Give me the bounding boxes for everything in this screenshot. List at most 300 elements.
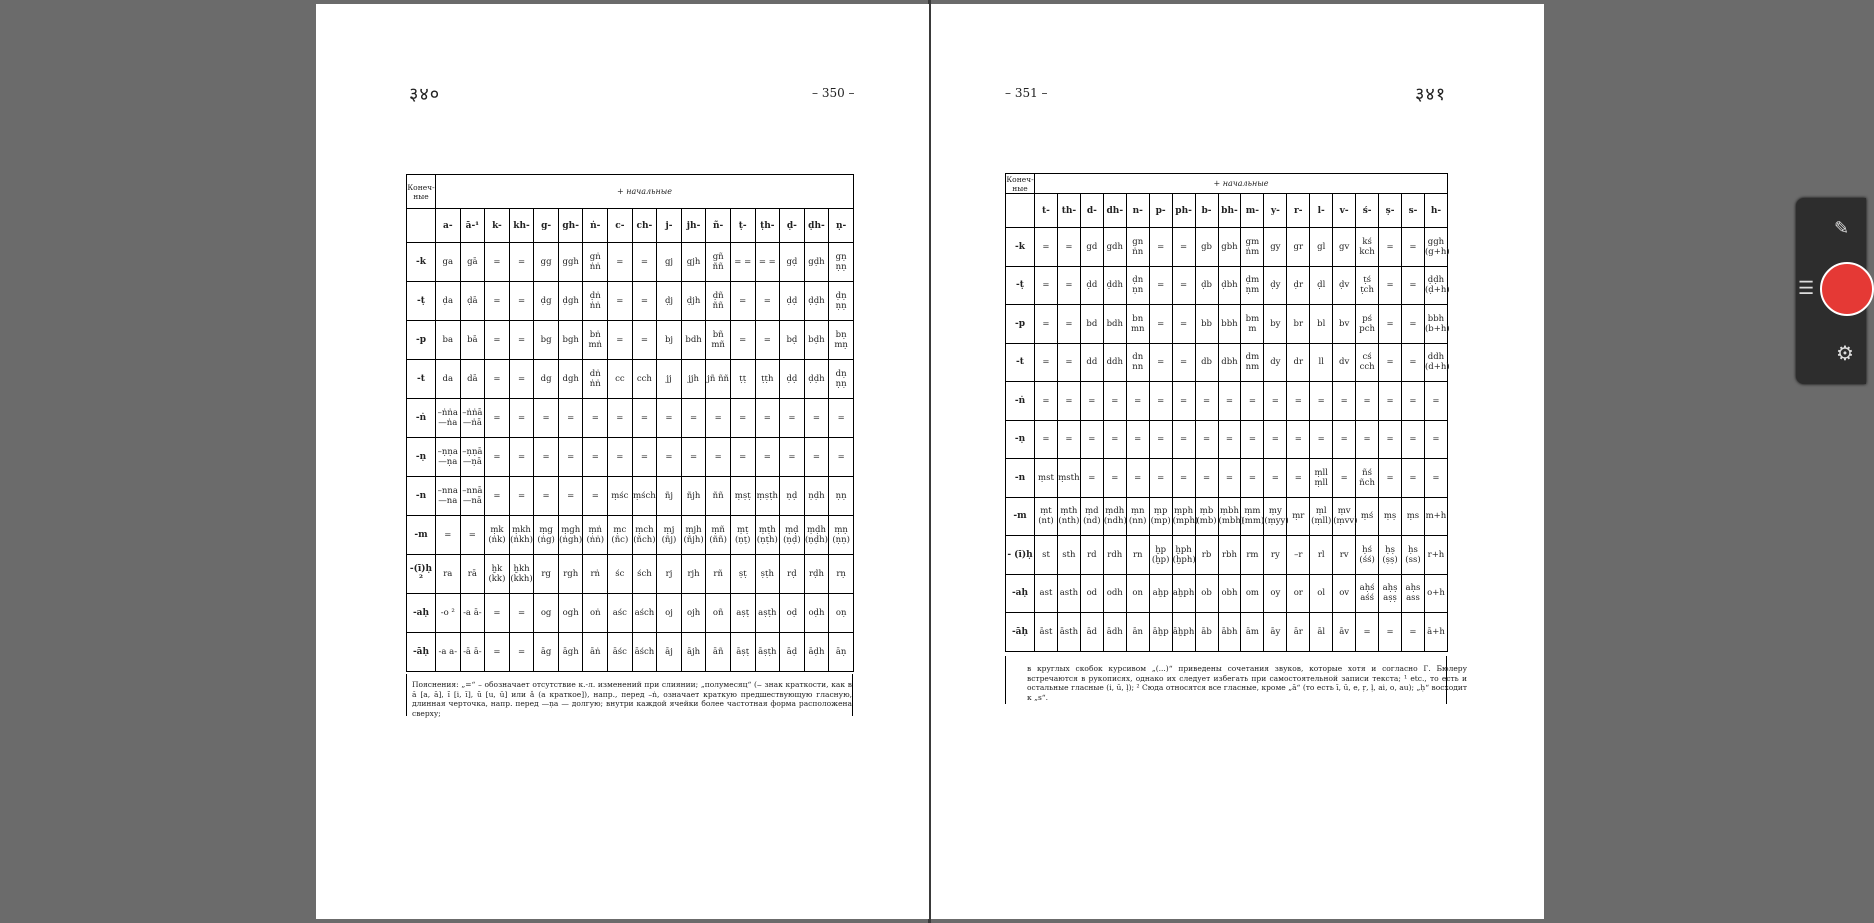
table-cell: ṃd (nd): [1080, 497, 1103, 536]
table-cell: ṭṭ: [730, 360, 755, 399]
table-row: [407, 243, 854, 282]
table-cell: =: [1057, 305, 1080, 344]
table-cell: gd: [1080, 228, 1103, 267]
table-cell: rḍ: [780, 555, 805, 594]
table-cell: =: [1333, 420, 1356, 459]
table-cell: =: [1310, 382, 1333, 421]
page-number: – 351 –: [1005, 86, 1048, 100]
table-cell: =: [1149, 420, 1172, 459]
table-cell: =: [509, 633, 534, 672]
table-cell: bb: [1195, 305, 1218, 344]
table-cell: aḥṣ aṣṣ: [1379, 574, 1402, 613]
table-cell: =: [706, 399, 731, 438]
table-cell: dā: [460, 360, 485, 399]
table-cell: gb: [1195, 228, 1218, 267]
table-cell: og: [534, 594, 559, 633]
table-cell: bv: [1333, 305, 1356, 344]
initial-header: b-: [1195, 194, 1218, 228]
table-cell: aḫp: [1149, 574, 1172, 613]
table-cell: ṃḍ (ṇḍ): [780, 516, 805, 555]
table-cell: oṇ: [829, 594, 854, 633]
span-header: + начальные: [1035, 174, 1448, 194]
table-cell: ov: [1333, 574, 1356, 613]
table-cell: =: [1057, 382, 1080, 421]
table-cell: āb: [1195, 613, 1218, 652]
initial-header: r-: [1287, 194, 1310, 228]
table-cell: rl: [1310, 536, 1333, 575]
table-cell: ṃr: [1287, 497, 1310, 536]
table-cell: –ṅṅa —ṅa: [436, 399, 461, 438]
table-cell: āv: [1333, 613, 1356, 652]
initial-header: th-: [1057, 194, 1080, 228]
table-cell: =: [1195, 459, 1218, 498]
table-cell: āśch: [632, 633, 657, 672]
initial-header: dh-: [1103, 194, 1126, 228]
table-cell: =: [1402, 420, 1425, 459]
final-header: -ṅ: [407, 399, 436, 438]
table-cell: =: [1241, 420, 1264, 459]
table-cell: gḍ: [780, 243, 805, 282]
table-cell: pś pch: [1356, 305, 1379, 344]
table-cell: =: [755, 438, 780, 477]
table-cell: ḍm ṇm: [1241, 266, 1264, 305]
table-cell: ṃv (ṃvv): [1333, 497, 1356, 536]
table-cell: ggh (g+h): [1424, 228, 1447, 267]
table-cell: ām: [1241, 613, 1264, 652]
table-cell: =: [1379, 613, 1402, 652]
table-cell: =: [1172, 228, 1195, 267]
list-icon[interactable]: ☰: [1798, 278, 1815, 299]
table-cell: ṃs: [1402, 497, 1425, 536]
table-cell: =: [1241, 459, 1264, 498]
table-note: Пояснения: „=“ – обозначает отсутствие к.-л. изменений при слиянии; „полумесяц“ (⌣ знак краткости, как в ă [а, ā], ĭ [i, ī], ŭ [u, ū] или ǎ (а краткое]), напр., перед –ṅ, означает краткую предшествующую гласную, длинная черточка, напр. перед —ṇa — долгую; внутри каждой ячейки более частотная форма расположена сверху;: [412, 680, 852, 718]
table-cell: ast: [1035, 574, 1058, 613]
table-cell: =: [509, 321, 534, 360]
table-cell: =: [755, 282, 780, 321]
table-cell: =: [534, 438, 559, 477]
table-cell: = =: [755, 243, 780, 282]
table-cell: bn mn: [1126, 305, 1149, 344]
table-cell: =: [1172, 266, 1195, 305]
table-cell: ājh: [681, 633, 706, 672]
corner-header: Конеч- ные: [407, 175, 436, 209]
table-cell: =: [1379, 266, 1402, 305]
table-cell: =: [829, 438, 854, 477]
table-cell: bḍ: [780, 321, 805, 360]
table-cell: =: [534, 399, 559, 438]
table-cell: ṃkh (ṅkh): [509, 516, 534, 555]
table-cell: ṃy (ṃyy): [1264, 497, 1287, 536]
table-cell: āgh: [558, 633, 583, 672]
table-cell: ṃṣ: [1379, 497, 1402, 536]
table-cell: =: [1287, 459, 1310, 498]
table-cell: āl: [1310, 613, 1333, 652]
table-cell: ḍdh: [1103, 266, 1126, 305]
table-cell: ḍgh: [558, 282, 583, 321]
initial-header: s-: [1402, 194, 1425, 228]
table-cell: =: [1080, 420, 1103, 459]
table-cell: śch: [632, 555, 657, 594]
table-cell: =: [1402, 228, 1425, 267]
table-row: [407, 516, 854, 555]
final-header: -āḥ: [407, 633, 436, 672]
table-cell: rgh: [558, 555, 583, 594]
table-cell: =: [1149, 343, 1172, 382]
table-cell: ṃṣṭ: [730, 477, 755, 516]
table-cell: ṃśc: [608, 477, 633, 516]
initial-header: ā-¹: [460, 209, 485, 243]
table-cell: ḍj: [657, 282, 682, 321]
table-cell: ra: [436, 555, 461, 594]
table-cell: aśc: [608, 594, 633, 633]
table-cell: oy: [1264, 574, 1287, 613]
table-cell: ṃj (ñj): [657, 516, 682, 555]
table-row: [407, 360, 854, 399]
table-cell: ba: [436, 321, 461, 360]
page-number: – 350 –: [812, 86, 855, 100]
table-cell: =: [1080, 382, 1103, 421]
table-cell: bā: [460, 321, 485, 360]
initial-header: ḍ-: [780, 209, 805, 243]
table-cell: āñ: [706, 633, 731, 672]
table-cell: dd: [1080, 343, 1103, 382]
table-cell: =: [1103, 459, 1126, 498]
table-cell: =: [558, 477, 583, 516]
table-cell: =: [1356, 420, 1379, 459]
table-cell: =: [509, 438, 534, 477]
final-header: -p: [407, 321, 436, 360]
table-cell: =: [632, 438, 657, 477]
table-cell: jñ ññ: [706, 360, 731, 399]
table-cell: ṃst: [1035, 459, 1058, 498]
initial-header: h-: [1424, 194, 1447, 228]
table-cell: ḍb: [1195, 266, 1218, 305]
initial-header: ṭh-: [755, 209, 780, 243]
initial-header: ṇ-: [829, 209, 854, 243]
table-cell: oṅ: [583, 594, 608, 633]
table-cell: ṣṭ: [730, 555, 755, 594]
table-cell: ññ: [706, 477, 731, 516]
table-row: [1006, 266, 1448, 305]
table-cell: =: [583, 477, 608, 516]
table-cell: =: [608, 321, 633, 360]
table-cell: āḫph: [1172, 613, 1195, 652]
table-cell: =: [730, 399, 755, 438]
table-cell: āg: [534, 633, 559, 672]
table-cell: =: [1035, 305, 1058, 344]
table-cell: =: [657, 399, 682, 438]
table-cell: gy: [1264, 228, 1287, 267]
initial-header: p-: [1149, 194, 1172, 228]
table-cell: ḍjh: [681, 282, 706, 321]
initial-header: ś-: [1356, 194, 1379, 228]
table-cell: =: [1149, 459, 1172, 498]
final-header: -ṭ: [1006, 266, 1035, 305]
table-cell: asth: [1057, 574, 1080, 613]
table-cell: =: [1172, 305, 1195, 344]
table-cell: =: [730, 321, 755, 360]
table-cell: ogh: [558, 594, 583, 633]
table-cell: –nna —na: [436, 477, 461, 516]
table-cell: ṃgh (ṅgh): [558, 516, 583, 555]
table-cell: =: [608, 282, 633, 321]
table-cell: dg: [534, 360, 559, 399]
table-cell: ḍā: [460, 282, 485, 321]
table-cell: ṇṇ: [829, 477, 854, 516]
table-cell: =: [460, 516, 485, 555]
final-header: -m: [407, 516, 436, 555]
table-cell: =: [632, 321, 657, 360]
table-cell: =: [1379, 420, 1402, 459]
table-cell: ṃḍh (ṇḍh): [804, 516, 829, 555]
table-row: [407, 594, 854, 633]
table-cell: ṇḍ: [780, 477, 805, 516]
table-cell: ḍn ṇn: [1126, 266, 1149, 305]
table-row: [407, 399, 854, 438]
table-cell: =: [1172, 382, 1195, 421]
table-cell: ḥs (ss): [1402, 536, 1425, 575]
handwritten-page-number: ३४०: [409, 84, 441, 105]
table-cell: =: [608, 243, 633, 282]
final-header: -m: [1006, 497, 1035, 536]
table-row: [407, 633, 854, 672]
table-cell: ṃch (ñch): [632, 516, 657, 555]
table-cell: gn ṅn: [1126, 228, 1149, 267]
table-cell: jj: [657, 360, 682, 399]
table-cell: bñ mñ: [706, 321, 731, 360]
table-cell: m+h: [1424, 497, 1447, 536]
initial-header: kh-: [509, 209, 534, 243]
table-cell: āḍh: [804, 633, 829, 672]
table-cell: =: [558, 399, 583, 438]
table-cell: gṅ ṅṅ: [583, 243, 608, 282]
table-cell: =: [1402, 459, 1425, 498]
table-cell: =: [1264, 459, 1287, 498]
table-cell: =: [534, 477, 559, 516]
table-cell: ñj: [657, 477, 682, 516]
record-button[interactable]: [1820, 262, 1874, 316]
table-cell: ṃc (ñc): [608, 516, 633, 555]
table-cell: =: [1195, 382, 1218, 421]
initial-header: ñ-: [706, 209, 731, 243]
gear-icon[interactable]: ⚙: [1836, 341, 1854, 365]
table-cell: ṭṭh: [755, 360, 780, 399]
table-cell: aḫph: [1172, 574, 1195, 613]
table-cell: gv: [1333, 228, 1356, 267]
edit-icon[interactable]: ✎: [1834, 218, 1850, 239]
table-cell: gm ṅm: [1241, 228, 1264, 267]
floating-toolbar: [1796, 198, 1866, 384]
table-note: в круглых скобок курсивом „(...)“ приведены сочетания звуков, которые хотя и согласно Г. Бюлеру встречаются в рукописях, однако их следует избегать при самостоятельной записи текста; ¹ etc., то есть и остальные гласные (i, ū, ḷ); ² Сюда относятся все гласные, кроме „ā“ (то есть ī, ū, e, ṛ, ḷ, ai, o, au); „ḥ“ восходит к „s“.: [1027, 664, 1467, 702]
initial-header: gh-: [558, 209, 583, 243]
table-cell: aḥś aśś: [1356, 574, 1379, 613]
table-cell: ddh: [1103, 343, 1126, 382]
table-cell: bg: [534, 321, 559, 360]
table-cell: =: [1287, 420, 1310, 459]
table-row: [1006, 613, 1448, 652]
table-cell: rm: [1241, 536, 1264, 575]
table-cell: bbh: [1218, 305, 1241, 344]
table-cell: ḍḍ: [780, 360, 805, 399]
table-cell: by: [1264, 305, 1287, 344]
table-cell: āṇ: [829, 633, 854, 672]
table-cell: =: [1172, 459, 1195, 498]
initial-header: c-: [608, 209, 633, 243]
table-cell: =: [632, 243, 657, 282]
table-cell: ād: [1080, 613, 1103, 652]
table-cell: ṃś: [1356, 497, 1379, 536]
table-cell: gj: [657, 243, 682, 282]
sandhi-table-right: [1005, 173, 1448, 652]
table-cell: aśch: [632, 594, 657, 633]
table-cell: =: [485, 477, 510, 516]
initial-header: d-: [1080, 194, 1103, 228]
table-cell: =: [1333, 382, 1356, 421]
table-cell: =: [583, 399, 608, 438]
table-cell: =: [608, 399, 633, 438]
table-cell: =: [509, 477, 534, 516]
table-cell: –r: [1287, 536, 1310, 575]
table-cell: ṃth (nth): [1057, 497, 1080, 536]
table-cell: rñ: [706, 555, 731, 594]
table-cell: ḫk (kk): [485, 555, 510, 594]
table-cell: ṃṭ (ṇṭ): [730, 516, 755, 555]
left-page: [316, 4, 929, 919]
table-cell: ṃñ (ññ): [706, 516, 731, 555]
table-cell: āśc: [608, 633, 633, 672]
initial-header: l-: [1310, 194, 1333, 228]
table-cell: ḍḍh: [804, 282, 829, 321]
table-cell: odh: [1103, 574, 1126, 613]
table-cell: rv: [1333, 536, 1356, 575]
table-cell: dm nm: [1241, 343, 1264, 382]
table-row: [1006, 420, 1448, 459]
final-header: -ṇ: [1006, 420, 1035, 459]
table-cell: gr: [1287, 228, 1310, 267]
table-cell: gdh: [1103, 228, 1126, 267]
initial-header: m-: [1241, 194, 1264, 228]
final-header: -(ī)ḥ ²: [407, 555, 436, 594]
table-cell: dṇ ṇṇ: [829, 360, 854, 399]
table-cell: bdh: [1103, 305, 1126, 344]
final-header: -ṅ: [1006, 382, 1035, 421]
table-cell: –ṇṇā —ṇā: [460, 438, 485, 477]
table-cell: =: [485, 633, 510, 672]
table-cell: ār: [1287, 613, 1310, 652]
table-cell: om: [1241, 574, 1264, 613]
table-cell: cś cch: [1356, 343, 1379, 382]
table-cell: =: [485, 360, 510, 399]
table-row: [1006, 459, 1448, 498]
table-cell: ḍñ ññ: [706, 282, 731, 321]
table-cell: -a ā-: [460, 594, 485, 633]
table-cell: rn: [1126, 536, 1149, 575]
table-cell: āj: [657, 633, 682, 672]
table-cell: =: [1035, 420, 1058, 459]
table-cell: =: [608, 438, 633, 477]
table-cell: =: [485, 438, 510, 477]
table-cell: gl: [1310, 228, 1333, 267]
table-cell: ḍbh: [1218, 266, 1241, 305]
table-cell: gjh: [681, 243, 706, 282]
table-cell: =: [1402, 305, 1425, 344]
table-cell: ry: [1264, 536, 1287, 575]
table-cell: cch: [632, 360, 657, 399]
table-cell: ā+h: [1424, 613, 1447, 652]
table-cell: dy: [1264, 343, 1287, 382]
table-cell: =: [1057, 266, 1080, 305]
table-cell: db: [1195, 343, 1218, 382]
table-cell: ḍḍ: [780, 282, 805, 321]
initial-header: k-: [485, 209, 510, 243]
table-cell: bṅ mṅ: [583, 321, 608, 360]
table-cell: obh: [1218, 574, 1241, 613]
table-cell: =: [632, 399, 657, 438]
table-cell: =: [755, 399, 780, 438]
table-cell: =: [436, 516, 461, 555]
table-cell: aṣṭh: [755, 594, 780, 633]
table-cell: =: [485, 282, 510, 321]
table-cell: =: [1402, 343, 1425, 382]
table-cell: =: [1379, 459, 1402, 498]
table-cell: =: [1218, 382, 1241, 421]
table-cell: =: [681, 438, 706, 477]
table-cell: =: [558, 438, 583, 477]
table-cell: =: [485, 243, 510, 282]
table-cell: =: [1310, 420, 1333, 459]
table-cell: =: [1035, 343, 1058, 382]
final-header: -t: [407, 360, 436, 399]
table-cell: ñjh: [681, 477, 706, 516]
table-cell: rṅ: [583, 555, 608, 594]
table-cell: ḥś (śś): [1356, 536, 1379, 575]
table-cell: ābh: [1218, 613, 1241, 652]
table-row: [407, 477, 854, 516]
table-cell: ān: [1126, 613, 1149, 652]
initial-header: g-: [534, 209, 559, 243]
table-cell: ṃt (nt): [1035, 497, 1058, 536]
table-cell: =: [1264, 420, 1287, 459]
table-cell: =: [1126, 382, 1149, 421]
final-header: -p: [1006, 305, 1035, 344]
table-cell: =: [1356, 382, 1379, 421]
table-cell: =: [1035, 382, 1058, 421]
table-cell: bṇ mṇ: [829, 321, 854, 360]
table-cell: rd: [1080, 536, 1103, 575]
table-row: [1006, 305, 1448, 344]
table-cell: gbh: [1218, 228, 1241, 267]
table-cell: =: [509, 282, 534, 321]
table-cell: ṃṣṭh: [755, 477, 780, 516]
table-cell: ḥṣ (ṣṣ): [1379, 536, 1402, 575]
table-cell: =: [1126, 420, 1149, 459]
table-cell: =: [1218, 420, 1241, 459]
table-cell: āsth: [1057, 613, 1080, 652]
table-cell: ṃn (nn): [1126, 497, 1149, 536]
table-cell: ḍḍh (ḍ+h): [1424, 266, 1447, 305]
table-cell: ṃll ṃll: [1310, 459, 1333, 498]
table-row: [407, 555, 854, 594]
table-cell: ṃk (ṅk): [485, 516, 510, 555]
table-cell: =: [1241, 382, 1264, 421]
table-cell: rg: [534, 555, 559, 594]
final-header: -k: [1006, 228, 1035, 267]
table-cell: ṃbh (mbh): [1218, 497, 1241, 536]
table-cell: br: [1287, 305, 1310, 344]
table-cell: =: [1264, 382, 1287, 421]
table-cell: da: [436, 360, 461, 399]
table-cell: ṃm (mm): [1241, 497, 1264, 536]
